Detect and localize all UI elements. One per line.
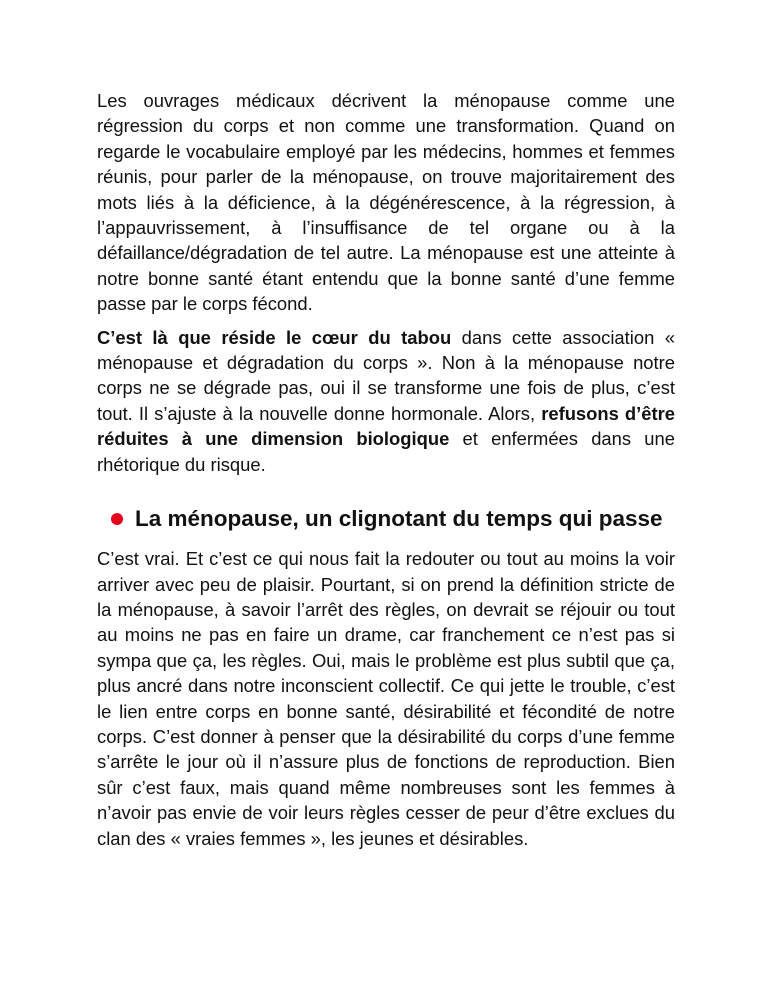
paragraph-3-text: C’est vrai. Et c’est ce qui nous fait la redouter ou tout au moins la voir arriver avec peu de plaisir. Pourtant, si on prend la définition stricte de la ménopause, à savoir l’arrêt des règles, on devrait se réjouir ou tout au moins ne pas en faire un drame, car franchement ce n’est pas si sympa que ça, les règles. Oui, mais le problème est plus subtil que ça, plus ancré dans notre inconscient collectif. Ce qui jette le trouble, c’est le lien entre corps en bonne santé, désirabilité et fécondité de notre corps. C’est donner à penser que la désirabilité du corps d’une femme s’arrête le jour où il n’assure plus de fonctions de reproduction. Bien sûr c’est faux, mais quand même nombreuses sont les femmes à n’avoir pas envie de voir leurs règles cesser de peur d’être exclues du clan des « vraies femmes », les jeunes et désirables. bbox=[97, 548, 675, 849]
paragraph-2-bold-emphasis: refusons d’être réduites à une dimension biologique bbox=[97, 402, 676, 450]
paragraph-1-text: Les ouvrages médicaux décrivent la ménopause comme une régression du corps et non comme une transformation. Quand on regarde le vocabulaire employé par les médecins, hommes et femmes réunis, pour parler de la ménopause, on trouve majoritairement des mots liés à la déficience, à la dégénérescence, à la régression, à l’appauvrissement, à l’insuffisance de tel organe ou à la défaillance/dégradation de tel autre. La ménopause est une atteinte à notre bonne santé étant entendu que la bonne santé d’une femme passe par le corps fécond. bbox=[97, 90, 675, 315]
paragraph-2-bold-lead: C’est là que réside le cœur du tabou bbox=[97, 326, 452, 348]
paragraph-2 bbox=[97, 325, 675, 477]
section-heading bbox=[111, 504, 675, 534]
paragraph-3 bbox=[97, 546, 675, 851]
section-heading-text: La ménopause, un clignotant du temps qui passe bbox=[135, 506, 663, 532]
paragraph-2-text-1: dans cette association « ménopause et dégradation du corps ». Non à la ménopause notre corps ne se dégrade pas, oui il se transforme une fois de plus, c’est tout. Il s’ajuste à la nouvelle donne hormonale. Alors, bbox=[97, 326, 675, 424]
paragraph-1 bbox=[97, 88, 675, 317]
bullet-icon bbox=[111, 513, 123, 525]
paragraph-2-text-2: et enfermées dans une rhétorique du risque. bbox=[97, 428, 675, 475]
